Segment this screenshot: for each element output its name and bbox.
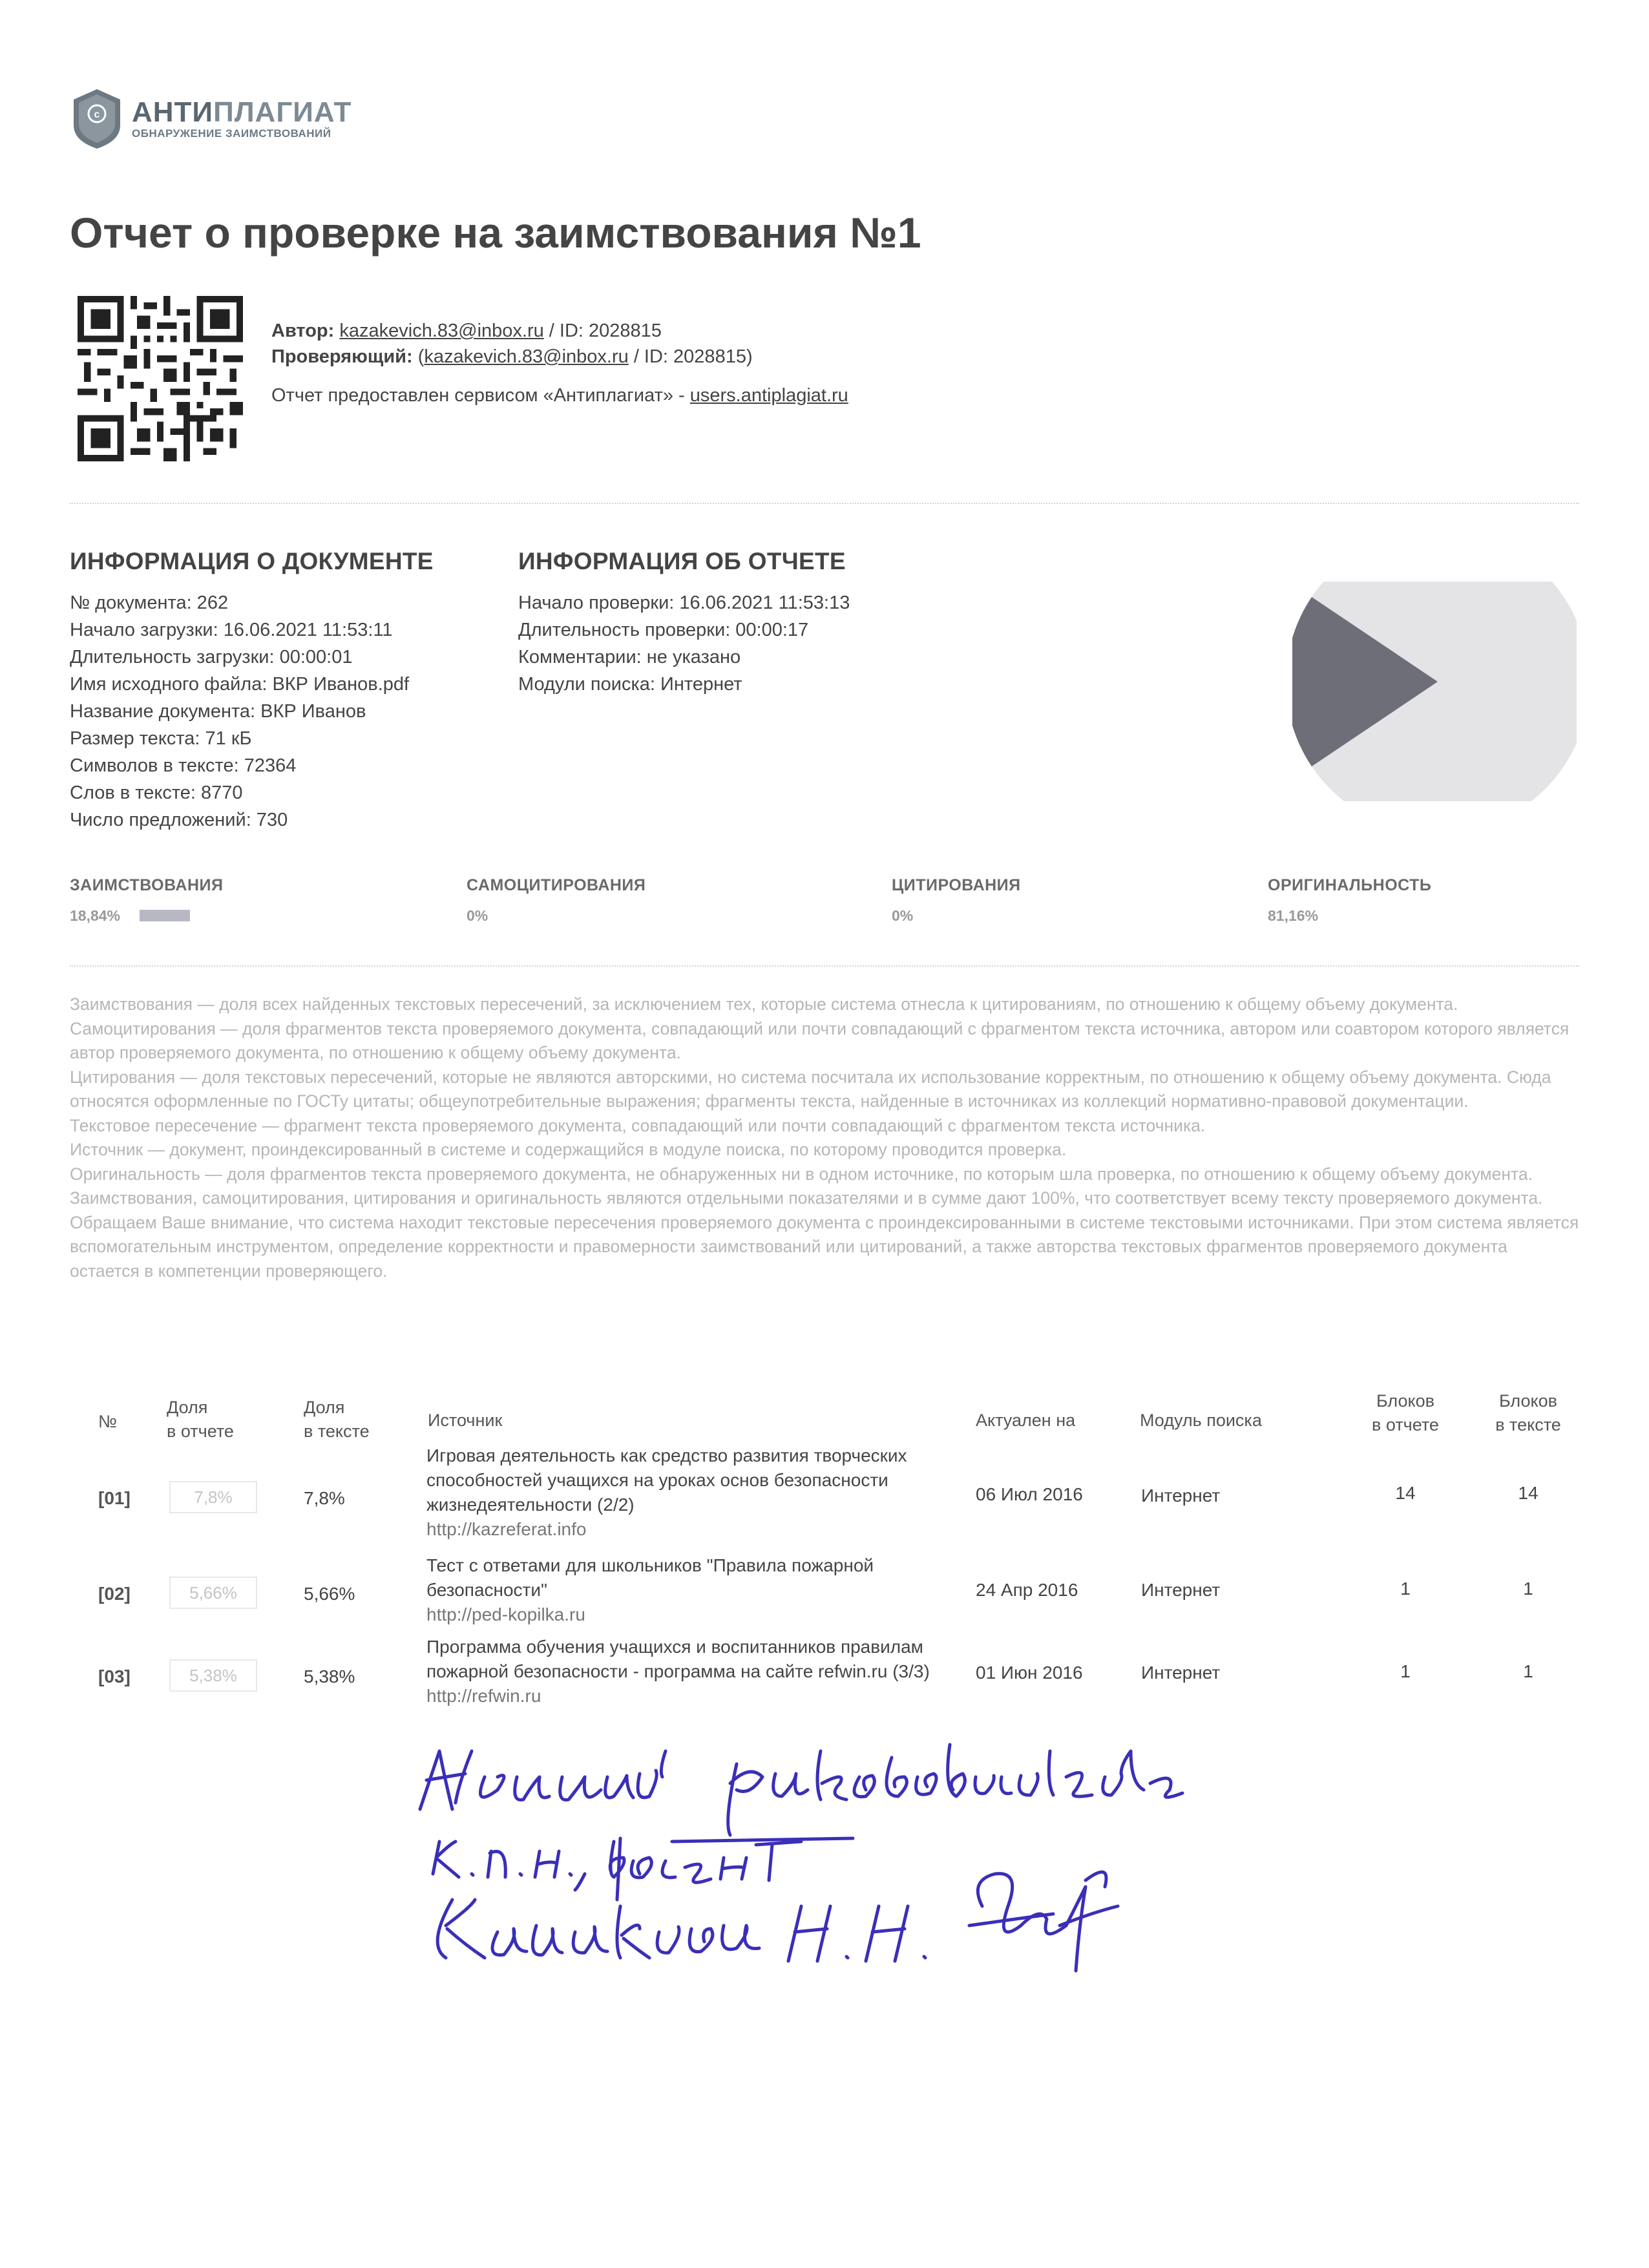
service-row	[271, 383, 848, 408]
row-num: [02]	[98, 1584, 131, 1604]
source-cell	[426, 1553, 943, 1627]
checker-id: / ID: 2028815)	[628, 346, 753, 367]
source-url-link[interactable]: http://ped-kopilka.ru	[426, 1604, 585, 1624]
stat-originality-value: 81,16%	[1268, 907, 1319, 924]
checker-label: Проверяющий:	[271, 346, 413, 367]
source-cell	[426, 1444, 943, 1542]
logo-subtitle: ОБНАРУЖЕНИЕ ЗАИМСТВОВАНИЙ	[132, 127, 331, 140]
th-blocks-report: Блоков в отчете	[1372, 1391, 1439, 1434]
blocks-report: 1	[1400, 1579, 1411, 1599]
checker-open: (	[412, 346, 425, 367]
th-source: Источник	[428, 1411, 503, 1430]
actual-date: 24 Апр 2016	[976, 1580, 1078, 1600]
row-num: [03]	[98, 1666, 131, 1686]
report-info-line: Длительность проверки: 00:00:17	[518, 620, 809, 640]
document-info-line: Размер текста: 71 кБ	[70, 728, 252, 749]
blocks-report: 14	[1395, 1483, 1416, 1503]
antiplagiat-logo	[72, 88, 352, 150]
checker-row	[271, 344, 848, 370]
report-info-line: Начало проверки: 16.06.2021 11:53:13	[518, 593, 850, 613]
stat-self-citation-label: САМОЦИТИРОВАНИЯ	[467, 876, 646, 894]
blocks-report: 1	[1400, 1661, 1411, 1681]
document-info-list	[70, 589, 409, 834]
share-text: 7,8%	[304, 1488, 345, 1508]
search-module: Интернет	[1141, 1486, 1221, 1506]
blocks-text: 14	[1518, 1483, 1539, 1503]
copyright-badge-icon	[72, 88, 121, 150]
report-info-line: Комментарии: не указано	[518, 647, 741, 667]
checker-email-link[interactable]: kazakevich.83@inbox.ru	[424, 346, 629, 367]
share-report-box[interactable]: 5,38%	[169, 1659, 257, 1692]
document-info-line: Название документа: ВКР Иванов	[70, 701, 366, 722]
service-text: Отчет предоставлен сервисом «Антиплагиат» -	[271, 385, 690, 406]
th-blocks-text: Блоков в тексте	[1495, 1391, 1561, 1434]
stat-citation-label: ЦИТИРОВАНИЯ	[892, 876, 1021, 894]
search-module: Интернет	[1141, 1580, 1221, 1600]
actual-date: 06 Июл 2016	[976, 1484, 1083, 1504]
source-cell	[426, 1635, 943, 1708]
document-info-heading: ИНФОРМАЦИЯ О ДОКУМЕНТЕ	[70, 548, 434, 574]
row-num: [01]	[98, 1488, 131, 1508]
definitions-block	[70, 992, 1582, 1283]
document-info-line: Начало загрузки: 16.06.2021 11:53:11	[70, 620, 393, 640]
share-report-box[interactable]: 5,66%	[169, 1577, 257, 1609]
definition-paragraph: Текстовое пересечение — фрагмент текста проверяемого документа, совпадающий или почти совпадающий с фрагментом текста источника.	[70, 1115, 1206, 1135]
author-label: Автор:	[271, 320, 335, 341]
author-block	[271, 318, 848, 408]
report-info-heading: ИНФОРМАЦИЯ ОБ ОТЧЕТЕ	[518, 548, 846, 574]
definition-paragraph: Заимствования — доля всех найденных текстовых пересечений, за исключением тех, которые система отнесла к цитированиям, по отношению к общему объему документа.	[70, 994, 1458, 1014]
document-info-line: № документа: 262	[70, 593, 229, 613]
definition-paragraph: Источник — документ, проиндексированный в системе и содержащийся в модуле поиска, по которому проводится проверка.	[70, 1140, 1067, 1159]
stat-originality-label: ОРИГИНАЛЬНОСТЬ	[1268, 876, 1432, 894]
document-info-line: Число предложений: 730	[70, 810, 288, 830]
th-module: Модуль поиска	[1140, 1411, 1262, 1430]
th-share-report: Доля в отчете	[167, 1398, 234, 1441]
page-title: Отчет о проверке на заимствования №1	[70, 209, 921, 257]
document-info-line: Символов в тексте: 72364	[70, 755, 297, 776]
definition-paragraph: Оригинальность — доля фрагментов текста проверяемого документа, не обнаруженных ни в одном источнике, по которым шла проверка, по отношению к общему объему документа.	[70, 1164, 1533, 1184]
stat-borrowing-bar	[140, 910, 190, 921]
divider	[70, 503, 1579, 504]
document-info-line: Слов в тексте: 8770	[70, 782, 243, 803]
report-info-line: Модули поиска: Интернет	[518, 674, 742, 695]
definition-paragraph: Обращаем Ваше внимание, что система находит текстовые пересечения проверяемого документа с проиндексированными в системе текстовыми источниками. При этом система является вспомогательным инструментом, определение корректности и правомерности заимствований или цитирований, а также авторства текстовых фрагментов проверяемого документа остается в компетенции проверяющего.	[70, 1212, 1579, 1281]
definition-paragraph: Цитирования — доля текстовых пересечений, которые не являются авторскими, но система посчитала их использование корректным, по отношению к общему объему документа. Сюда относятся оформленные по ГОСТу цитаты; общеупотребительные выражения; фрагменты текста, найденные в источниках из коллекций нормативно-правовой документации.	[70, 1067, 1551, 1111]
source-title: Тест с ответами для школьников "Правила пожарной безопасности"	[426, 1555, 874, 1600]
logo-brand: АНТИПЛАГИАТ	[132, 96, 352, 128]
document-info-line: Имя исходного файла: ВКР Иванов.pdf	[70, 674, 410, 695]
stat-borrowing-label: ЗАИМСТВОВАНИЯ	[70, 876, 224, 894]
author-row	[271, 318, 848, 344]
author-email-link[interactable]: kazakevich.83@inbox.ru	[339, 320, 544, 341]
source-title: Программа обучения учащихся и воспитанников правилам пожарной безопасности - программа на сайте refwin.ru (3/3)	[426, 1637, 930, 1681]
handwritten-signature	[401, 1712, 1370, 1984]
share-text: 5,38%	[304, 1666, 355, 1686]
th-share-text: Доля в тексте	[304, 1398, 370, 1441]
stat-self-citation-value: 0%	[467, 907, 488, 924]
author-id: / ID: 2028815	[543, 320, 662, 341]
qr-code-icon[interactable]	[78, 296, 243, 461]
document-info-line: Длительность загрузки: 00:00:01	[70, 647, 353, 667]
th-num: №	[98, 1412, 117, 1431]
blocks-text: 1	[1523, 1579, 1533, 1599]
source-url-link[interactable]: http://kazreferat.info	[426, 1519, 587, 1539]
th-actual: Актуален на	[976, 1411, 1076, 1430]
definition-paragraph: Заимствования, самоцитирования, цитирования и оригинальность являются отдельными показателями и в сумме дают 100%, что соответствует всему тексту проверяемого документа.	[70, 1188, 1543, 1208]
stat-citation-value: 0%	[892, 907, 914, 924]
actual-date: 01 Июн 2016	[976, 1663, 1083, 1683]
originality-pie-chart	[1292, 582, 1577, 801]
report-info-list	[518, 589, 850, 698]
share-text: 5,66%	[304, 1584, 355, 1604]
svg-text:c: c	[94, 109, 100, 120]
divider	[70, 965, 1579, 967]
stat-borrowing-value: 18,84%	[70, 907, 121, 924]
source-url-link[interactable]: http://refwin.ru	[426, 1686, 541, 1706]
source-title: Игровая деятельность как средство развития творческих способностей учащихся на уроках основ безопасности жизнедеятельности (2/2)	[426, 1445, 907, 1515]
share-report-box[interactable]: 7,8%	[169, 1481, 257, 1513]
service-link[interactable]: users.antiplagiat.ru	[689, 385, 848, 406]
search-module: Интернет	[1141, 1663, 1221, 1683]
blocks-text: 1	[1523, 1661, 1533, 1681]
definition-paragraph: Самоцитирования — доля фрагментов текста проверяемого документа, совпадающий или почти совпадающий с фрагментом текста источника, автором или соавтором которого является автор проверяемого документа, по отношению к общему объему документа.	[70, 1018, 1570, 1062]
